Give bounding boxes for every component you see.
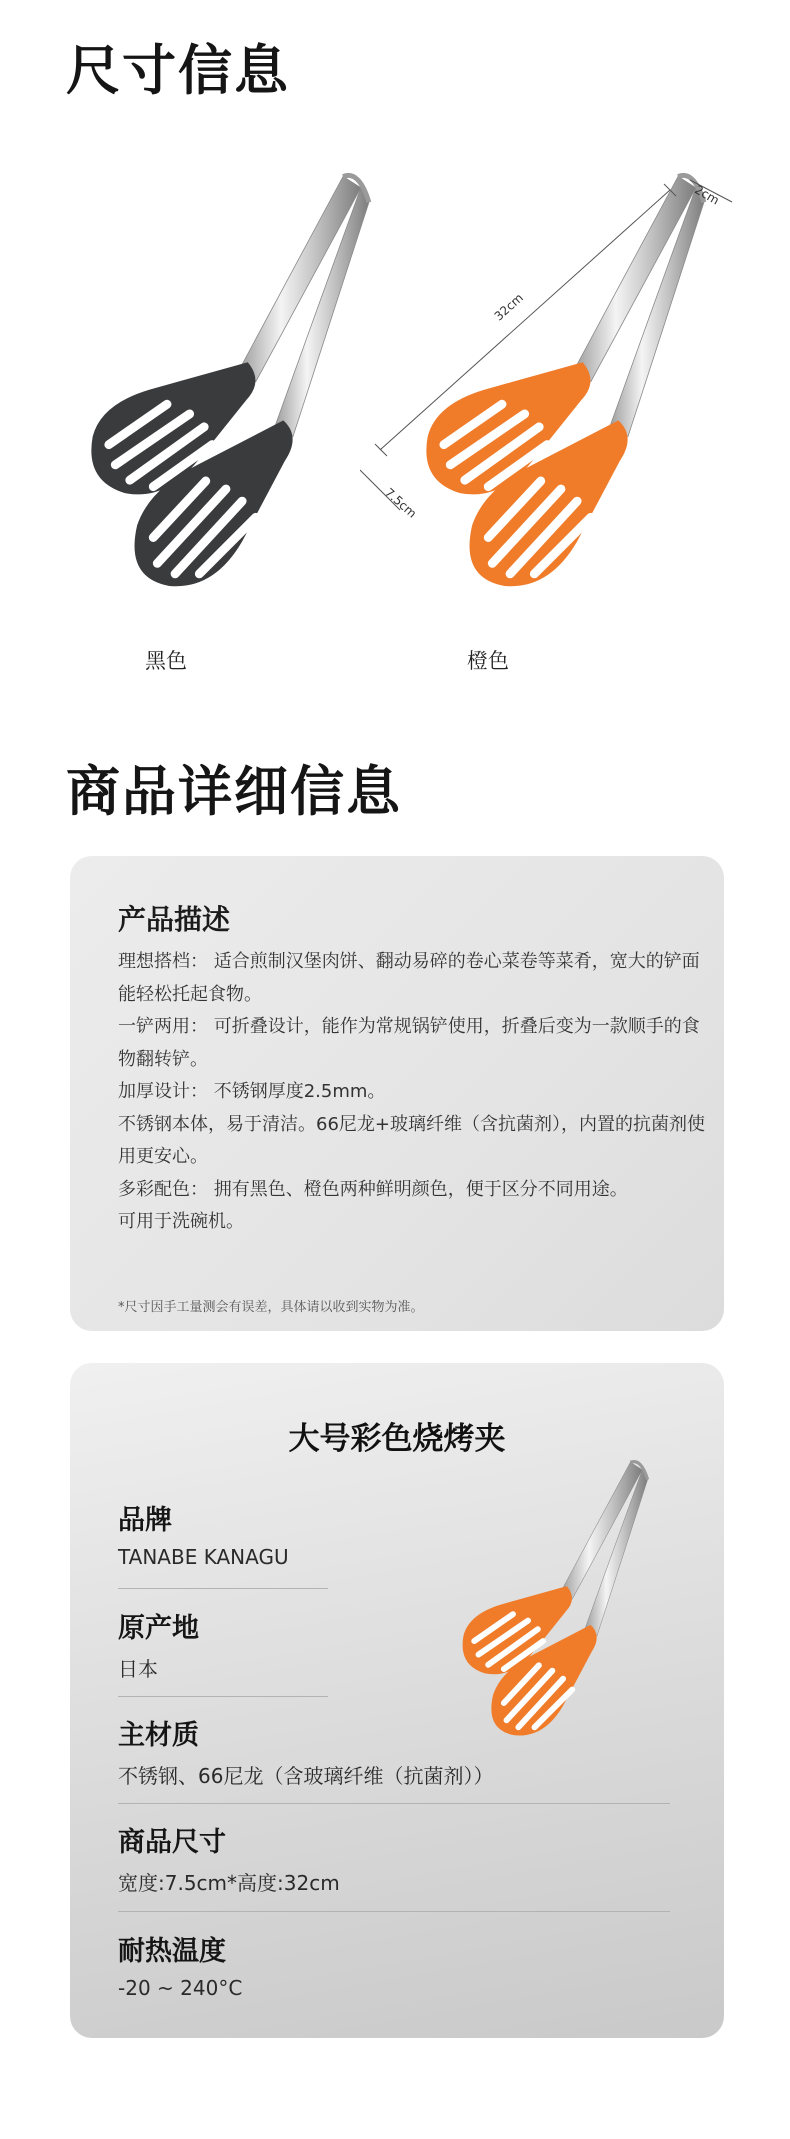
dimension-width: 7.5cm <box>382 485 420 521</box>
description-paragraph: 不锈钢本体，易于清洁。66尼龙+玻璃纤维（含抗菌剂），内置的抗菌剂使用更安心。 <box>118 1113 705 1167</box>
spec-value: 日本 <box>118 1657 158 1681</box>
description-paragraph: 理想搭档： 适合煎制汉堡肉饼、翻动易碎的卷心菜卷等菜肴，宽大的铲面能轻松托起食物。 <box>118 951 700 1005</box>
description-card <box>70 856 724 1331</box>
black-tong-image <box>60 170 400 590</box>
spec-value: -20 ~ 240°C <box>118 1976 243 2000</box>
description-heading: 产品描述 <box>118 903 231 936</box>
spec-label: 商品尺寸 <box>118 1827 226 1858</box>
spec-label: 原产地 <box>118 1613 199 1644</box>
color-label-black: 黑色 <box>145 649 187 673</box>
spec-label: 耐热温度 <box>118 1936 226 1967</box>
detail-section-title: 商品详细信息 <box>66 760 402 823</box>
product-tong-image <box>440 1458 670 1738</box>
divider <box>118 1803 670 1804</box>
spec-size <box>118 1820 340 1896</box>
size-section-title: 尺寸信息 <box>66 39 290 102</box>
divider <box>118 1588 328 1589</box>
divider <box>118 1696 328 1697</box>
description-paragraph: 一铲两用： 可折叠设计，能作为常规锅铲使用，折叠后变为一款顺手的食物翻转铲。 <box>118 1016 700 1070</box>
measurement-note: *尺寸因手工量测会有误差，具体请以收到实物为准。 <box>118 1300 424 1315</box>
spec-value: TANABE KANAGU <box>118 1545 289 1569</box>
spec-value: 不锈钢、66尼龙（含玻璃纤维（抗菌剂）） <box>118 1764 494 1788</box>
spec-brand <box>118 1498 289 1569</box>
dimension-lines <box>360 170 740 530</box>
product-spec-card <box>70 1363 724 2038</box>
spec-origin <box>118 1606 199 1682</box>
description-paragraph: 加厚设计： 不锈钢厚度2.5mm。 <box>118 1081 386 1102</box>
dimension-length: 32cm <box>491 290 526 324</box>
spec-label: 主材质 <box>118 1720 199 1751</box>
description-paragraph: 多彩配色： 拥有黑色、橙色两种鲜明颜色，便于区分不同用途。 <box>118 1178 628 1200</box>
spec-label: 品牌 <box>118 1505 172 1536</box>
dimension-thickness: 2cm <box>692 182 722 208</box>
divider <box>118 1911 670 1912</box>
description-paragraph: 可用于洗碗机。 <box>118 1211 244 1232</box>
product-name: 大号彩色烧烤夹 <box>288 1421 506 1457</box>
spec-value: 宽度:7.5cm*高度:32cm <box>118 1871 340 1895</box>
description-body <box>118 946 708 1239</box>
spec-heat-resistance <box>118 1929 242 2000</box>
color-label-orange: 橙色 <box>467 649 509 673</box>
spec-material <box>118 1713 493 1789</box>
